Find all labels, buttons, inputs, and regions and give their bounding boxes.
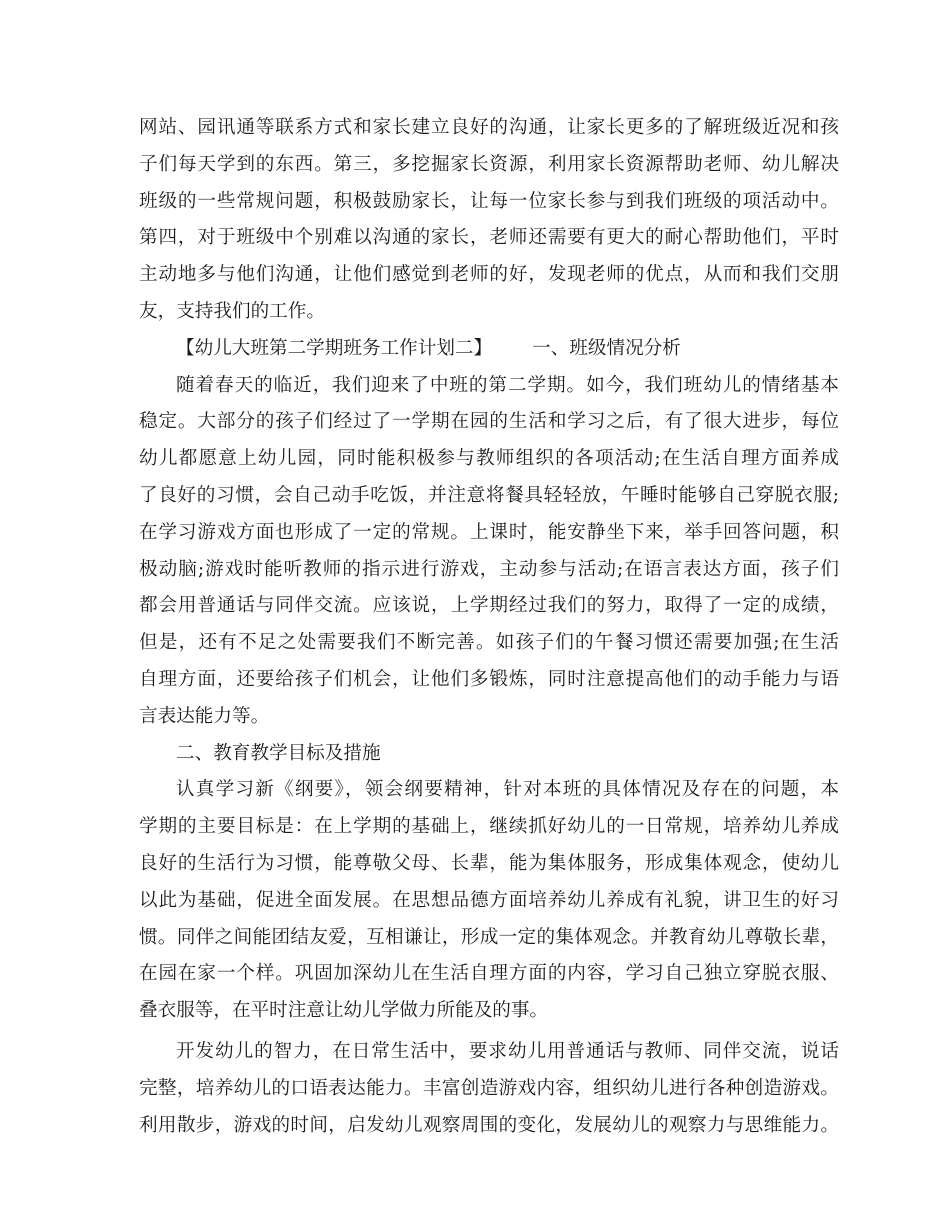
text-line: 都会用普通话与同伴交流。应该说，上学期经过我们的努力，取得了一定的成绩， [139, 595, 839, 617]
text-line: 在学习游戏方面也形成了一定的常规。上课时，能安静坐下来，举手回答问题，积 [139, 521, 839, 543]
document-body [139, 110, 839, 1144]
text-line: 子们每天学到的东西。第三，多挖掘家长资源，利用家长资源帮助老师、幼儿解决 [139, 153, 839, 175]
section-title: 【幼儿大班第二学期班务工作计划二】 [176, 337, 493, 359]
text-line: 利用散步，游戏的时间，启发幼儿观察周围的变化，发展幼儿的观察力与思维能力。 [139, 1114, 839, 1136]
text-line: 但是，还有不足之处需要我们不断完善。如孩子们的午餐习惯还需要加强;在生活 [139, 632, 839, 654]
section-heading-row [139, 331, 839, 368]
text-line: 开发幼儿的智力，在日常生活中，要求幼儿用普通话与教师、同伴交流，说话 [176, 1040, 839, 1062]
paragraph-intelligence-development [139, 1034, 839, 1144]
text-line: 随着春天的临近，我们迎来了中班的第二学期。如今，我们班幼儿的情绪基本 [176, 374, 839, 396]
text-line: 主动地多与他们沟通，让他们感觉到老师的好，发现老师的优点，从而和我们交朋 [139, 264, 839, 286]
text-line: 极动脑;游戏时能听教师的指示进行游戏，主动参与活动;在语言表达方面，孩子们 [139, 558, 839, 580]
text-line: 网站、园讯通等联系方式和家长建立良好的沟通，让家长更多的了解班级近况和孩 [139, 117, 839, 138]
text-line: 幼儿都愿意上幼儿园，同时能积极参与教师组织的各项活动;在生活自理方面养成 [139, 448, 839, 470]
text-line: 第四，对于班级中个别难以沟通的家长，老师还需要有更大的耐心帮助他们，平时 [139, 227, 839, 249]
text-line: 良好的生活行为习惯，能尊敬父母、长辈，能为集体服务，形成集体观念，使幼儿 [139, 852, 839, 874]
paragraph-education-goals [139, 772, 839, 1030]
text-line: 在园在家一个样。巩固加深幼儿在生活自理方面的内容，学习自己独立穿脱衣服、 [139, 963, 839, 985]
text-line: 完整，培养幼儿的口语表达能力。丰富创造游戏内容，组织幼儿进行各种创造游戏。 [139, 1077, 839, 1099]
text-line: 学期的主要目标是：在上学期的基础上，继续抓好幼儿的一日常规，培养幼儿养成 [139, 816, 839, 838]
heading-education-goals: 二、教育教学目标及措施 [176, 742, 381, 764]
text-line: 认真学习新《纲要》，领会纲要精神，针对本班的具体情况及存在的问题，本 [176, 779, 839, 801]
text-line: 叠衣服等，在平时注意让幼儿学做力所能及的事。 [139, 1000, 549, 1022]
text-line: 自理方面，还要给孩子们机会，让他们多锻炼，同时注意提高他们的动手能力与语 [139, 668, 839, 690]
heading-class-analysis: 一、班级情况分析 [532, 337, 681, 359]
paragraph-class-analysis [139, 368, 839, 736]
text-line: 稳定。大部分的孩子们经过了一学期在园的生活和学习之后，有了很大进步，每位 [139, 411, 839, 433]
text-line: 言表达能力等。 [139, 705, 270, 727]
text-line: 友，支持我们的工作。 [139, 300, 325, 322]
text-line: 惯。同伴之间能团结友爱，互相谦让，形成一定的集体观念。并教育幼儿尊敬长辈， [139, 926, 839, 948]
paragraph-parent-contact [139, 110, 839, 331]
text-line: 以此为基础，促进全面发展。在思想品德方面培养幼儿养成有礼貌，讲卫生的好习 [139, 889, 839, 911]
text-line: 班级的一些常规问题，积极鼓励家长，让每一位家长参与到我们班级的项活动中。 [139, 190, 839, 212]
text-line: 了良好的习惯，会自己动手吃饭，并注意将餐具轻轻放，午睡时能够自己穿脱衣服; [139, 484, 839, 506]
